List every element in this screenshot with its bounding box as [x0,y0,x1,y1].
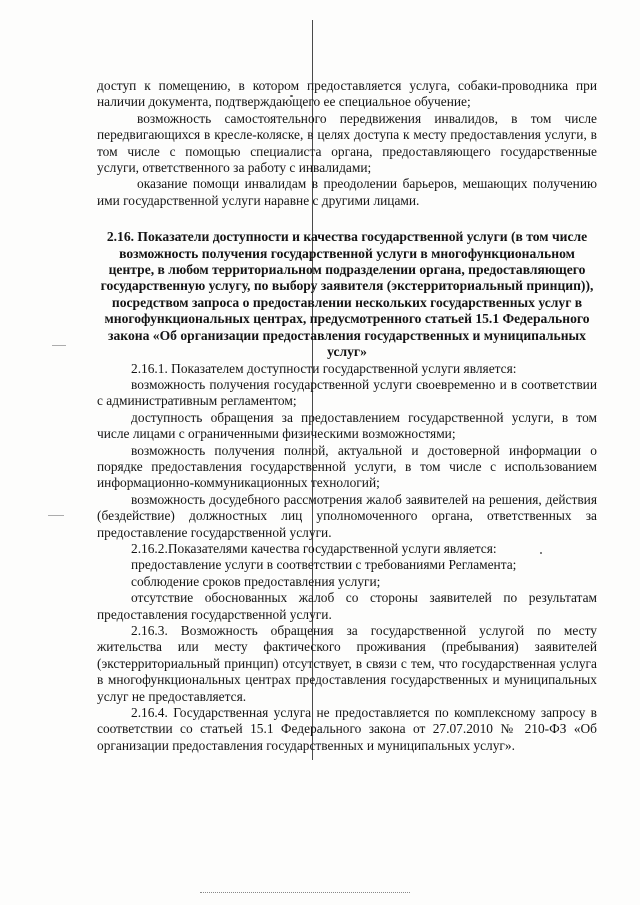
intro-paragraph: оказание помощи инвалидам в преодолении барьеров, мешающих получению ими государственной услуги наравне с другими лицами. [97,176,597,208]
margin-mark [52,345,66,346]
intro-paragraph: возможность самостоятельного передвижения инвалидов, в том числе передвигающихся в кресле-коляске, в целях доступа к месту предоставления услуги, в том числе с помощью специалиста органа, предоставляющего государственные услуги, ответственного за работу с инвалидами; [97,110,597,176]
list-item: отсутствие обоснованных жалоб со стороны заявителей по результатам предоставления государственной услуги. [97,590,597,622]
section-title: Показатели доступности и качества государственной услуги (в том числе возможность получения государственной услуги в многофункциональном центре, в любом территориальном подразделении органа, предоставляющего государственную услугу, по выбору заявителя (экстерриториальный принцип)), посредством запроса о предоставлении нескольких государственных услуг в многофункциональных центрах, предусмотренного статьей 15.1 Федерального закона «Об организации предоставления государственных и муниципальных услуг» [100,229,594,360]
list-item: возможность получения государственной услуги своевременно и в соответствии с административным регламентом; [97,376,597,409]
list-item: соблюдение сроков предоставления услуги; [131,573,381,589]
list-item: возможность получения полной, актуальной и достоверной информации о порядке предоставления государственной услуги, в том числе с использованием информационно-коммуникационных технологий; [97,442,597,491]
list-item: предоставление услуги в соответствии с требованиями Регламента; [131,557,517,573]
section-heading [97,229,597,360]
list-item: доступность обращения за предоставлением государственной услуги, в том числе лицами с ограниченными физическими возможностями; [97,409,597,442]
document-body [97,78,597,754]
subsection-2-16-4: 2.16.4. Государственная услуга не предоставляется по комплексному запросу в соответствии со статьей 15.1 Федерального закона от 27.07.2010 № 210-ФЗ «Об организации предоставления государственных и муниципальных услуг». [97,705,597,753]
margin-mark [48,515,64,516]
section-number: 2.16. [106,229,135,245]
list-item: возможность досудебного рассмотрения жалоб заявителей на решения, действия (бездействие) должностных лиц уполномоченного органа, ответственных за предоставление государственной услуги. [97,491,597,540]
subsection-2-16-2: 2.16.2.Показателями качества государственной услуги является: [131,540,497,556]
subsection-2-16-1: 2.16.1. Показателем доступности государственной услуги является: [131,360,517,376]
bottom-dotted-rule [200,892,410,894]
subsection-2-16-3: 2.16.3. Возможность обращения за государственной услугой по месту жительства или месту фактического проживания (пребывания) заявителей (экстерриториальный принцип) отсутствует, в связи с тем, что государственная услуга в многофункциональных центрах предоставления государственных и муниципальных услуг не предоставляется. [97,623,597,704]
intro-paragraph: доступ к помещению, в котором предоставляется услуга, собаки-проводника при наличии документа, подтверждающего ее специальное обучение; [97,78,597,110]
